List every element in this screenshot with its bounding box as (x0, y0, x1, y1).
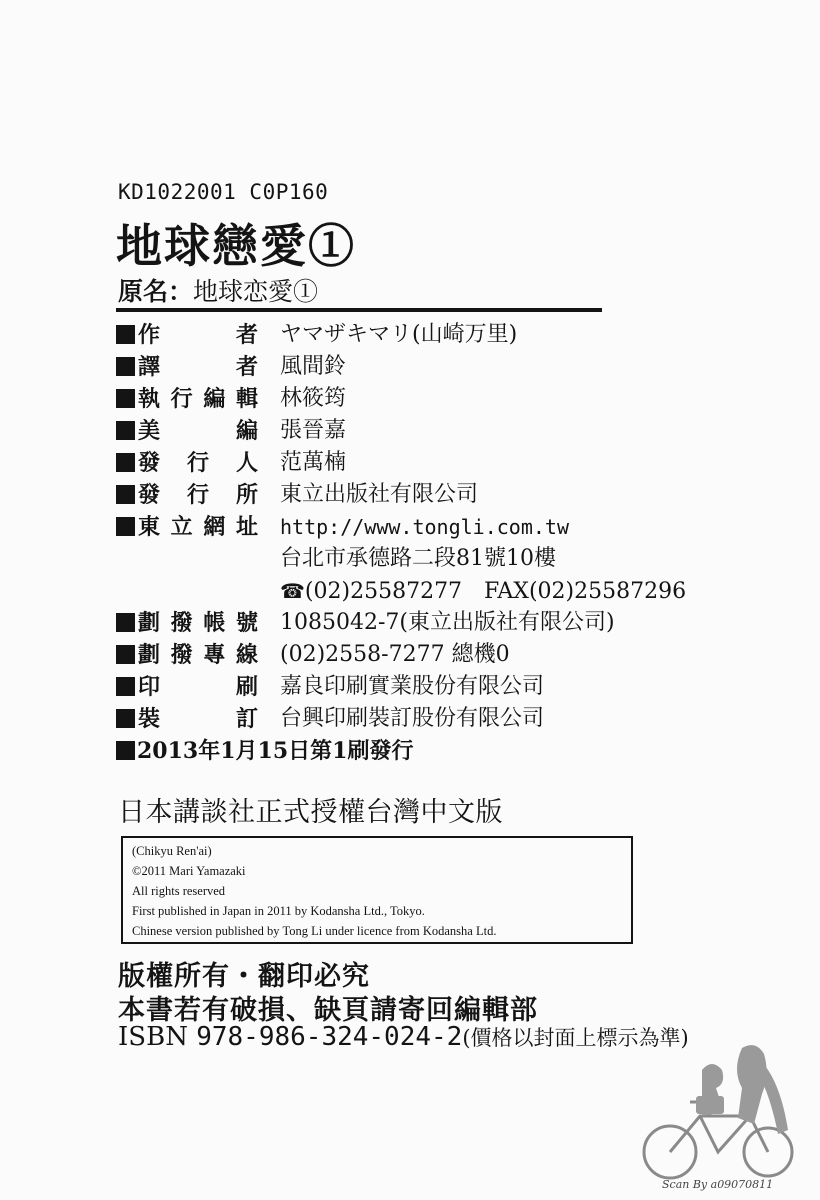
bullet-square-icon (116, 357, 135, 376)
rights-notice: 版權所有・翻印必究 (118, 961, 370, 992)
website-link[interactable]: http://www.tongli.com.tw (280, 515, 569, 539)
copyright-line: (Chikyu Ren'ai) (132, 844, 212, 858)
copyright-line: First published in Japan in 2011 by Kodansha Ltd., Tokyo. (132, 904, 425, 918)
credit-row-author (116, 320, 518, 350)
credit-value: 林筱筠 (280, 386, 347, 411)
copyright-line: ©2011 Mari Yamazaki (132, 864, 246, 878)
original-title-label: 原名： (118, 277, 194, 306)
license-line: 日本講談社正式授權台灣中文版 (118, 797, 503, 828)
credit-value: ヤマザキマリ(山崎万里) (280, 322, 518, 347)
isbn-number: 978-986-324-024-2 (196, 1022, 463, 1052)
copyright-box (121, 836, 633, 944)
bullet-square-icon (116, 485, 135, 504)
address: 台北市承德路二段81號10樓 (280, 546, 556, 571)
credit-value: 風間鈴 (280, 354, 347, 379)
book-title: 地球戀愛① (116, 219, 356, 273)
bullet-square-icon (116, 709, 135, 728)
bullet-square-icon (116, 645, 135, 664)
copyright-line: Chinese version published by Tong Li under licence from Kodansha Ltd. (132, 924, 497, 938)
bullet-square-icon (116, 741, 135, 760)
original-title (118, 272, 318, 308)
credit-label: 譯 者 (138, 354, 258, 380)
original-title-value: 地球恋愛① (193, 277, 319, 306)
bullet-square-icon (116, 517, 135, 536)
credit-label: 發 行 所 (138, 482, 258, 508)
title-divider (116, 308, 602, 312)
issue-date: 2013年1月15日第1刷發行 (137, 738, 414, 764)
credit-row-giro-line (116, 640, 510, 670)
phone-fax-value: (02)25587277 FAX(02)25587296 (304, 579, 687, 604)
bullet-square-icon (116, 421, 135, 440)
credit-label: 劃撥專線 (138, 642, 258, 668)
credit-label: 印 刷 (138, 674, 258, 700)
credit-row-translator (116, 352, 347, 382)
credit-row-art-editor (116, 416, 347, 446)
credit-value: 嘉良印刷實業股份有限公司 (280, 674, 545, 699)
bicycle-riders-illustration (630, 1040, 810, 1180)
bullet-square-icon (116, 389, 135, 408)
credit-label: 裝 訂 (138, 706, 258, 732)
credit-label: 美 編 (138, 418, 258, 444)
credit-row-printing (116, 672, 545, 702)
credit-label: 發 行 人 (138, 450, 258, 476)
issue-date-row (116, 736, 413, 766)
damage-notice: 本書若有破損、缺頁請寄回編輯部 (118, 995, 538, 1026)
isbn-label: ISBN (118, 1022, 188, 1052)
credit-label: 作 者 (138, 322, 258, 348)
phone-fax (280, 576, 686, 607)
product-code: KD1022001 C0P160 (118, 180, 329, 204)
credit-value: 東立出版社有限公司 (280, 482, 479, 507)
credit-label: 劃撥帳號 (138, 610, 258, 636)
credit-row-editor (116, 384, 347, 414)
credit-row-publisher (116, 448, 347, 478)
credit-value: 張晉嘉 (280, 418, 347, 443)
credit-value: 1085042-7(東立出版社有限公司) (280, 610, 615, 635)
isbn-line (118, 1022, 689, 1052)
credit-value: (02)2558-7277 總機0 (280, 642, 510, 667)
credit-row-website (116, 512, 569, 542)
copyright-line: All rights reserved (132, 884, 226, 898)
bullet-square-icon (116, 677, 135, 696)
telephone-icon: ☎ (280, 579, 305, 603)
credit-label: 東立網址 (138, 514, 258, 540)
credit-row-giro-account (116, 608, 615, 638)
credit-label: 執行編輯 (138, 386, 258, 412)
bullet-square-icon (116, 453, 135, 472)
isbn-price-note: (價格以封面上標示為準) (462, 1026, 689, 1050)
scan-credit: Scan By a09070811 (662, 1178, 774, 1191)
credit-row-binding (116, 704, 545, 734)
credit-value: 范萬楠 (280, 450, 347, 475)
bullet-square-icon (116, 613, 135, 632)
credit-row-publishing-house (116, 480, 479, 510)
bullet-square-icon (116, 325, 135, 344)
credit-value: 台興印刷裝訂股份有限公司 (280, 706, 545, 731)
